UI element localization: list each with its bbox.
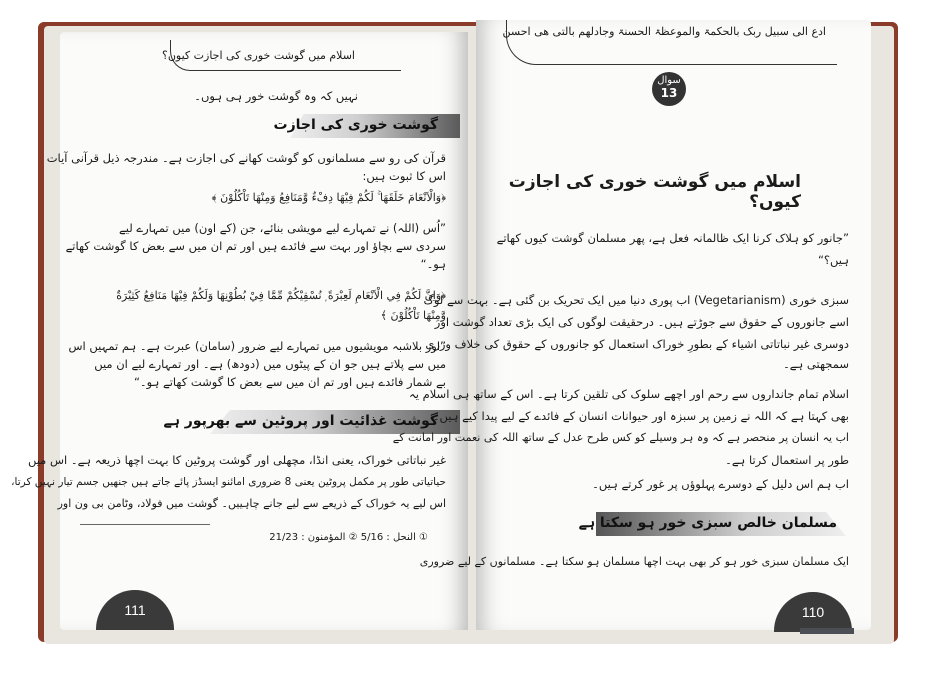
quran-verse-2a: ﴿وَاِنَّ لَكُمْ فِي الْاَنْعَامِ لَعِبْرَةً ۭ نُسْقِيْكُمْ مِّمَّا فِيْ بُطُوْنِهَا وَلَكُمْ فِيْهَا مَنَافِعُ كَثِيْرَةٌ bbox=[116, 289, 446, 302]
top-verse: ادع الی سبیل ربک بالحکمۃ والموعظۃ الحسنۃ وجادلھم بالتی ھی احسن bbox=[502, 25, 826, 38]
page-number-left: 111 bbox=[96, 590, 174, 630]
right-line-2: اسے جانوروں کے حقوق سے جوڑتے ہیں۔ درحقیقت لوگوں کی ایک بڑی تعداد گوشت اور bbox=[434, 315, 849, 329]
right-line-8: طور پر استعمال کرتا ہے۔ bbox=[725, 453, 849, 467]
question-badge-label: سوال bbox=[657, 75, 681, 86]
left-line-5: سردی سے بچاؤ اور بہت سے فائدے ہیں اور تم ان میں سے بعض کا گوشت کھاتے bbox=[65, 239, 446, 253]
right-line-6: بھی کہتا ہے کہ اللہ نے زمین پر سبزہ اور حیوانات انسان کے فائدے کے لیے پیدا کیے ہیں۔ bbox=[432, 409, 849, 423]
section-heading-nutrition: گوشت غذائیت اور پروٹین سے بھرپور ہے bbox=[163, 413, 438, 429]
right-line-10: ایک مسلمان سبزی خور ہو کر بھی بہت اچھا مسلمان ہو سکتا ہے۔ مسلمانوں کے لیے ضروری bbox=[419, 555, 849, 568]
quran-verse-1: ﴿وَالْاَنْعَامَ خَلَقَهَا ۚ لَكُمْ فِيْهَا دِفْءٌ وَّمَنَافِعُ وَمِنْهَا تَاْكُلُوْنَ ﴾ bbox=[211, 191, 446, 204]
section-heading-vegetarian: مسلمان خالص سبزی خور ہو سکتا ہے bbox=[578, 515, 837, 531]
left-line-7: ”اور بلاشبہ مویشیوں میں تمہارے لیے ضرور (سامان) عبرت ہے۔ ہم تمہیں اس bbox=[68, 339, 446, 353]
left-line-1: نہیں کہ وہ گوشت خور ہی ہوں۔ bbox=[194, 89, 358, 103]
left-line-6: ہو۔“ bbox=[420, 257, 446, 271]
right-line-4: سمجھتی ہے۔ bbox=[783, 357, 849, 371]
footnote: ① النحل : 5/16 ② المؤمنون : 21/23 bbox=[269, 532, 428, 543]
left-line-3: اس کا ثبوت ہیں: bbox=[362, 169, 446, 183]
left-line-10: غیر نباتاتی خوراک، یعنی انڈا، مچھلی اور گوشت پروٹین کا بہت اچھا ذریعہ ہے۔ اس میں bbox=[27, 453, 446, 467]
left-line-2: قرآن کی رو سے مسلمانوں کو گوشت کھانے کی اجازت ہے۔ مندرجہ ذیل قرآنی آیات bbox=[46, 151, 446, 165]
objection-line-1: ”جانور کو ہلاک کرنا ایک ظالمانہ فعل ہے، پھر مسلمان گوشت کیوں کھاتے bbox=[496, 231, 849, 245]
chapter-title: اسلام میں گوشت خوری کی اجازت کیوں؟ bbox=[508, 172, 801, 212]
left-line-11: حیاتیاتی طور پر مکمل پروٹین یعنی 8 ضروری امائنو ایسڈز پائے جاتے ہیں جنھیں جسم تیار نہیں کرتا، bbox=[11, 476, 446, 488]
question-badge bbox=[652, 72, 686, 106]
footnote-rule bbox=[80, 524, 210, 525]
left-line-12: اس لیے یہ خوراک کے ذریعے سے لیے جانے چاہییں۔ گوشت میں فولاد، وٹامن بی ون اور bbox=[57, 497, 446, 510]
right-line-7: اب یہ انسان پر منحصر ہے کہ وہ ہر وسیلے کو کس طرح عدل کے ساتھ اللہ کی نعمت اور امانت کے bbox=[392, 431, 849, 444]
bookmark-ribbon bbox=[800, 628, 854, 634]
left-line-9: بے شمار فائدے ہیں اور تم ان میں سے بعض کا گوشت کھاتے ہو۔“ bbox=[133, 375, 446, 389]
page-number-right: 110 bbox=[774, 592, 852, 632]
right-line-1: سبزی خوری (Vegetarianism) اب پوری دنیا میں ایک تحریک بن گئی ہے۔ بہت سے لوگ bbox=[423, 293, 849, 307]
objection-line-2: ہیں؟“ bbox=[817, 253, 849, 267]
left-line-4: ”اُس (اللہ) نے تمہارے لیے مویشی بنائے، جن (کے اون) میں تمہارے لیے bbox=[118, 221, 446, 235]
left-running-header: اسلام میں گوشت خوری کی اجازت کیوں؟ bbox=[162, 49, 355, 62]
right-line-3: دوسری غیر نباتاتی اشیاء کے بطورِ خوراک استعمال کو جانوروں کے حقوق کی خلاف ورزی bbox=[425, 337, 849, 351]
right-line-9: اب ہم اس دلیل کے دوسرے پہلوؤں پر غور کرتے ہیں۔ bbox=[592, 477, 849, 491]
quran-verse-2b: وَّمِنْهَا تَاْكُلُوْنَ ﴾ bbox=[380, 309, 446, 322]
question-badge-number: 13 bbox=[660, 86, 678, 100]
right-line-5: اسلام تمام جانداروں سے رحم اور اچھے سلوک کی تلقین کرتا ہے۔ اس کے ساتھ ہی اسلام یہ bbox=[408, 387, 849, 401]
left-line-8: میں سے پلاتے ہیں جو ان کے پیٹوں میں (دودھ) ہے۔ اور تمہارے لیے ان میں bbox=[94, 357, 446, 371]
left-page bbox=[11, 32, 468, 630]
section-heading-permission: گوشت خوری کی اجازت bbox=[273, 117, 438, 133]
